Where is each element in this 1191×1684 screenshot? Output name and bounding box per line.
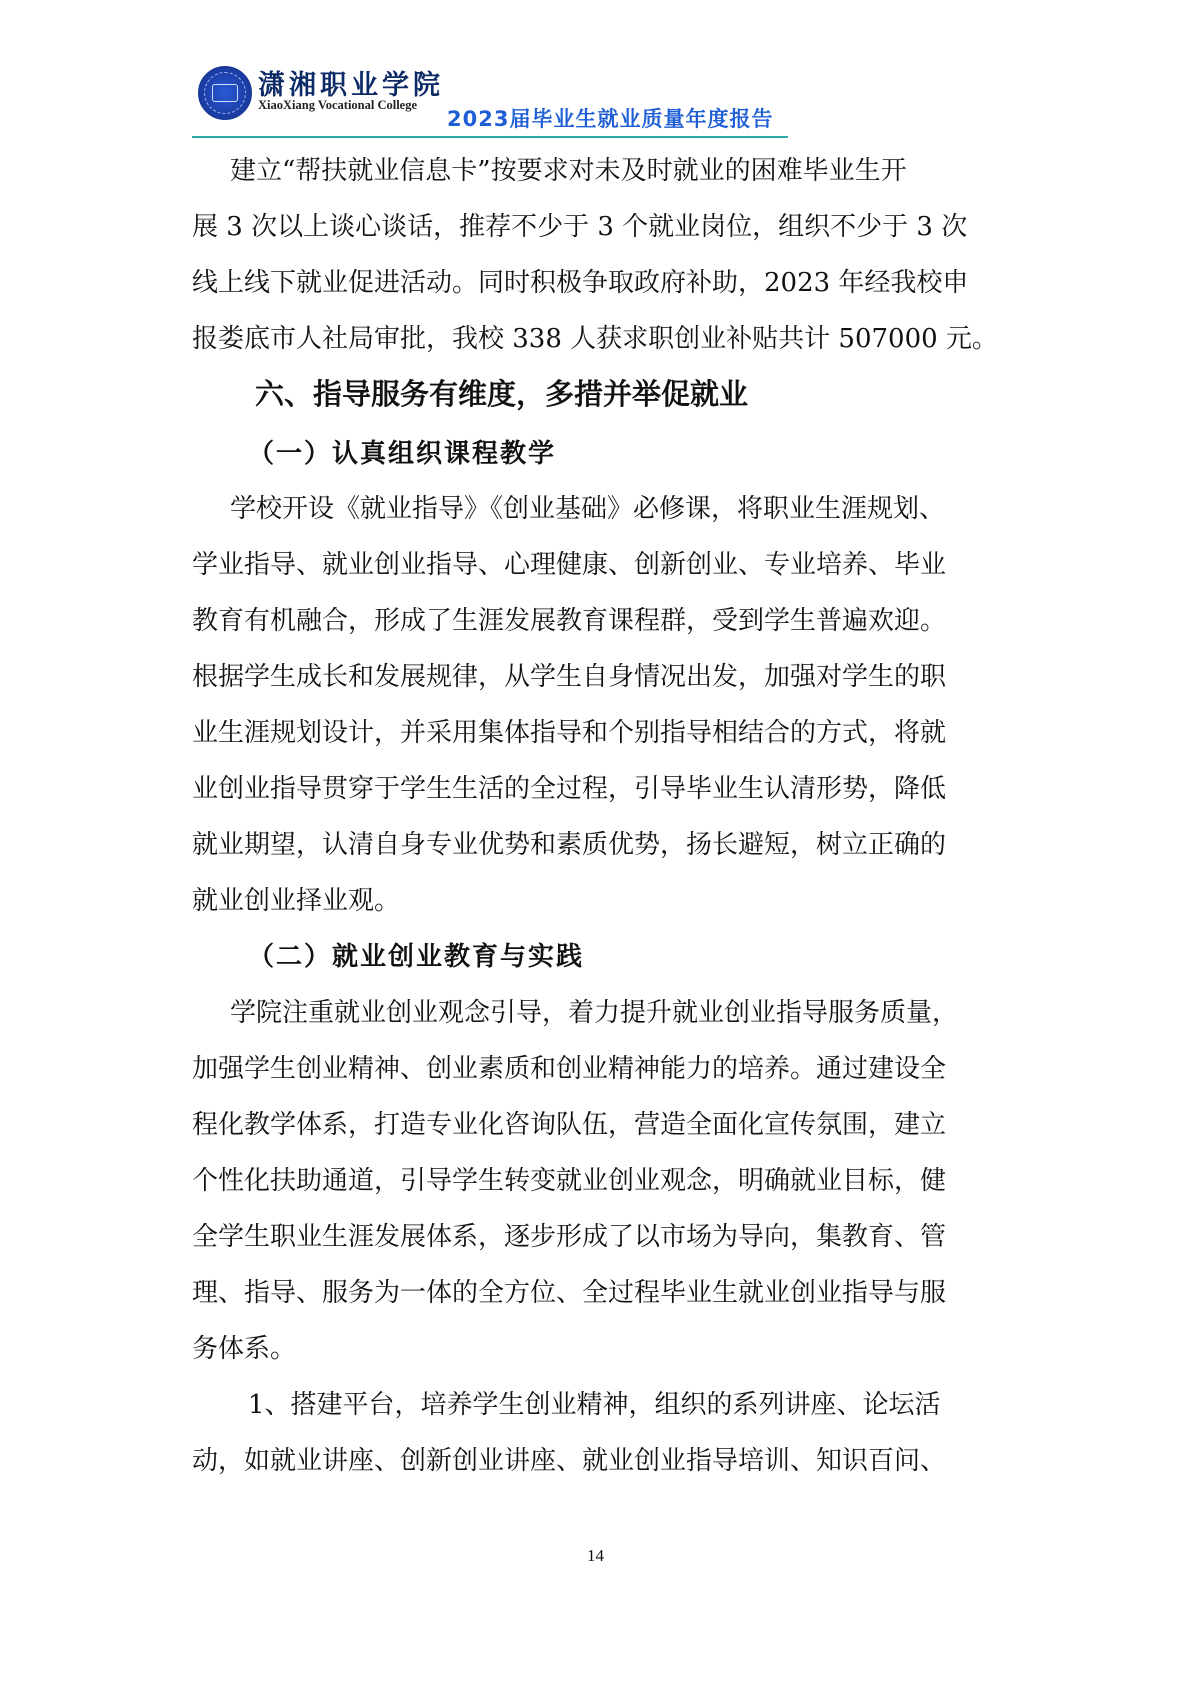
paragraph-line: 学校开设《就业指导》《创业基础》必修课，将职业生涯规划、 (230, 494, 946, 524)
paragraph-line: 程化教学体系，打造专业化咨询队伍，营造全面化宣传氛围，建立 (192, 1110, 947, 1140)
paragraph-line: 线上线下就业促进活动。同时积极争取政府补助，2023 年经我校申 (192, 268, 969, 298)
subsection-heading: （一）认真组织课程教学 (248, 439, 557, 469)
paragraph-line: 加强学生创业精神、创业素质和创业精神能力的培养。通过建设全 (192, 1054, 947, 1084)
paragraph-line: 务体系。 (192, 1334, 297, 1364)
paragraph-line: 学院注重就业创业观念引导，着力提升就业创业指导服务质量， (230, 998, 959, 1028)
college-name-cn: 潇湘职业学院 (258, 70, 444, 101)
subsection-heading: （二）就业创业教育与实践 (248, 942, 585, 972)
paragraph-line: 根据学生成长和发展规律，从学生自身情况出发，加强对学生的职 (192, 662, 947, 692)
paragraph-line: 个性化扶助通道，引导学生转变就业创业观念，明确就业目标，健 (192, 1166, 947, 1196)
paragraph-line: 就业期望，认清自身专业优势和素质优势，扬长避短，树立正确的 (192, 830, 947, 860)
paragraph-line: 展 3 次以上谈心谈话，推荐不少于 3 个就业岗位，组织不少于 3 次 (192, 212, 968, 242)
paragraph-line: 学业指导、就业创业指导、心理健康、创新创业、专业培养、毕业 (192, 550, 947, 580)
paragraph-line: 业生涯规划设计，并采用集体指导和个别指导相结合的方式，将就 (192, 718, 947, 748)
section-heading: 六、指导服务有维度，多措并举促就业 (255, 377, 749, 411)
paragraph-line: 全学生职业生涯发展体系，逐步形成了以市场为导向，集教育、管 (192, 1222, 947, 1252)
paragraph-line: 教育有机融合，形成了生涯发展教育课程群，受到学生普遍欢迎。 (192, 606, 947, 636)
paragraph-line: 建立“帮扶就业信息卡”按要求对未及时就业的困难毕业生开 (230, 156, 907, 186)
paragraph-line: 就业创业择业观。 (192, 886, 401, 916)
paragraph-line: 报娄底市人社局审批，我校 338 人获求职创业补贴共计 507000 元。 (192, 324, 998, 354)
paragraph-line: 理、指导、服务为一体的全方位、全过程毕业生就业创业指导与服 (192, 1278, 947, 1308)
college-logo-icon (198, 66, 252, 120)
report-title: 2023届毕业生就业质量年度报告 (447, 107, 774, 131)
paragraph-line: 1、搭建平台，培养学生创业精神，组织的系列讲座、论坛活 (248, 1390, 941, 1420)
logo-emblem (212, 84, 238, 102)
paragraph-line: 业创业指导贯穿于学生生活的全过程，引导毕业生认清形势，降低 (192, 774, 947, 804)
page-number: 14 (587, 1546, 604, 1565)
paragraph-line: 动，如就业讲座、创新创业讲座、就业创业指导培训、知识百问、 (192, 1446, 947, 1476)
header-divider (192, 136, 788, 138)
college-name-en: XiaoXiang Vocational College (258, 98, 418, 112)
